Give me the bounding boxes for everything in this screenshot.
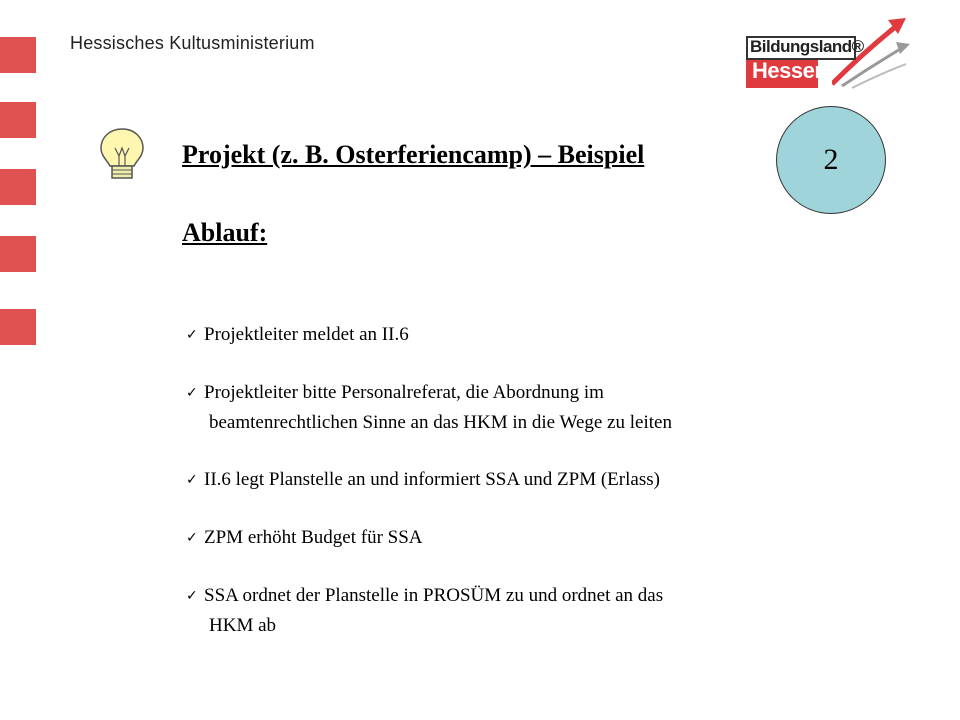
check-mark-icon: ✓	[186, 327, 198, 343]
logo-top-text: Bildungsland®	[750, 37, 864, 56]
list-item	[186, 320, 866, 350]
decorative-red-square	[0, 169, 36, 205]
decorative-red-square	[0, 309, 36, 345]
check-mark-icon: ✓	[186, 385, 198, 401]
bullet-text: ZPM erhöht Budget für SSA	[204, 527, 423, 548]
light-bulb-icon	[97, 126, 147, 182]
bullet-text-continuation: beamtenrechtlichen Sinne an das HKM in die Wege zu leiten	[209, 412, 672, 433]
list-item	[186, 465, 866, 495]
slide-number-badge: 2	[776, 106, 886, 214]
check-mark-icon: ✓	[186, 472, 198, 488]
check-mark-icon: ✓	[186, 588, 198, 604]
bullet-text: Projektleiter bitte Personalreferat, die Abordnung im	[204, 382, 604, 403]
list-item	[186, 378, 866, 437]
list-item	[186, 581, 866, 640]
bullet-text: SSA ordnet der Planstelle in PROSÜM zu und ordnet an das	[204, 585, 664, 606]
check-mark-icon: ✓	[186, 530, 198, 546]
decorative-red-square	[0, 37, 36, 73]
slide-title: Projekt (z. B. Osterferiencamp) – Beispiel	[182, 140, 645, 169]
list-item	[186, 523, 866, 553]
bildungsland-hessen-logo	[742, 14, 912, 90]
decorative-red-square	[0, 102, 36, 138]
bullet-text: Projektleiter meldet an II.6	[204, 324, 409, 345]
section-heading: Ablauf:	[182, 218, 268, 247]
decorative-red-square	[0, 236, 36, 272]
bullet-text: II.6 legt Planstelle an und informiert SSA und ZPM (Erlass)	[204, 469, 660, 490]
bullet-text-continuation: HKM ab	[209, 615, 277, 636]
logo-bottom-text: Hessen	[752, 58, 828, 83]
ministry-name: Hessisches Kultusministerium	[70, 33, 315, 53]
